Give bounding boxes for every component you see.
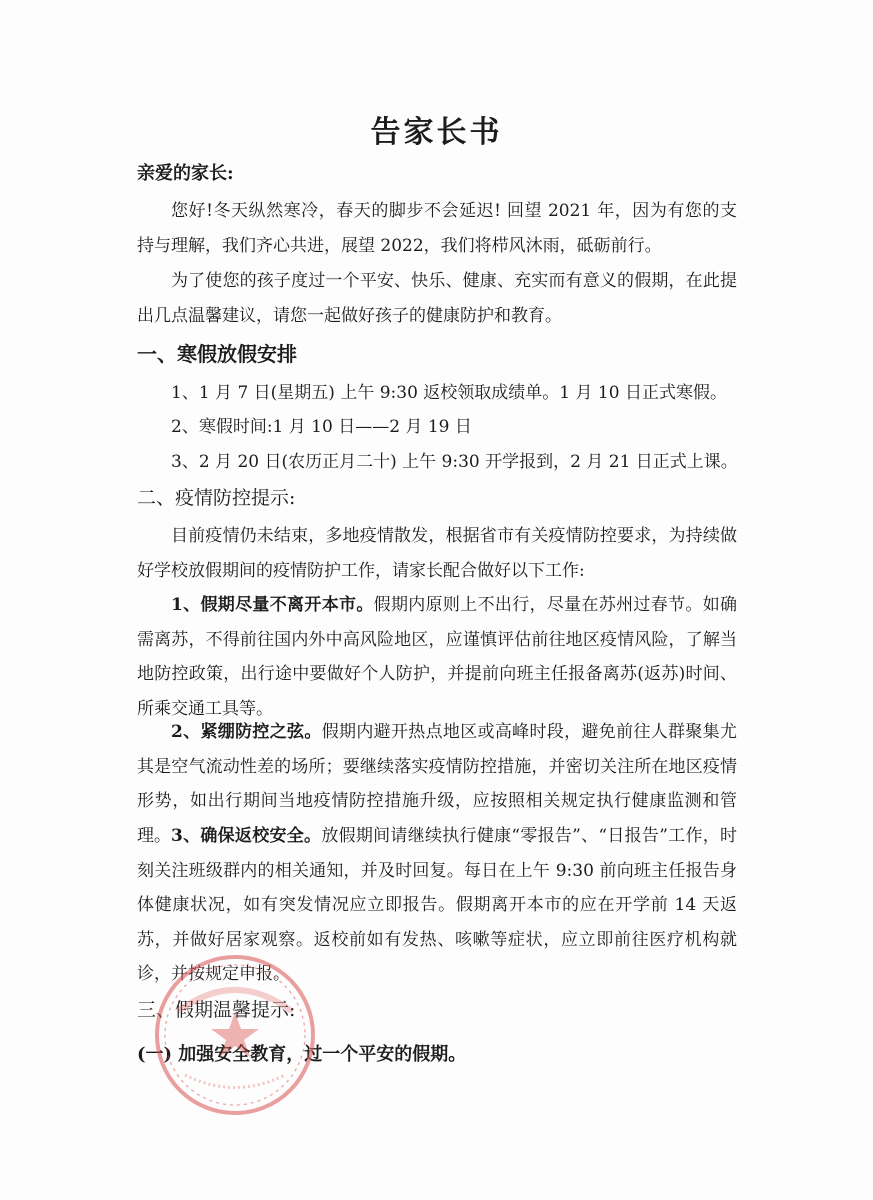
section-2-heading: 二、疫情防控提示: — [137, 487, 296, 509]
epidemic-item-2-lead: 2、紧绷防控之弦。 — [171, 722, 322, 742]
schedule-item-1: 1、1 月 7 日(星期五) 上午 9:30 返校领取成绩单。1 月 10 日正式寒假。 — [171, 383, 727, 403]
section-3-subheading: (一) 加强安全教育，过一个平安的假期。 — [137, 1044, 467, 1065]
epidemic-item-1-lead: 1、假期尽量不离开本市。 — [171, 595, 374, 615]
schedule-item-3: 3、2 月 20 日(农历正月二十) 上午 9:30 开学报到，2 月 21 日正式上课。 — [171, 452, 738, 472]
epidemic-item-3 — [137, 819, 737, 992]
section-3-heading: 三、假期温馨提示: — [137, 999, 296, 1021]
salutation: 亲爱的家长: — [137, 163, 234, 184]
section-2-intro: 目前疫情仍未结束，多地疫情散发，根据省市有关疫情防控要求，为持续做好学校放假期间的疫情防护工作，请家长配合做好以下工作: — [137, 526, 737, 581]
letter-title: 告家长书 — [370, 115, 503, 150]
epidemic-item-3-text: 放假期间请继续执行健康“零报告”、“日报告”工作，时刻关注班级群内的相关通知，并及时回复。每日在上午 9:30 前向班主任报告身体健康状况，如有突发情况应立即报告。假期离开本市的应在开学前 14 天返苏，并做好居家观察。返校前如有发热、咳嗽等症状，应立即前往医疗机构就诊，并按规定申报。 — [137, 826, 737, 984]
epidemic-item-1 — [137, 588, 737, 726]
epidemic-item-3-lead: 3、确保返校安全。 — [171, 826, 322, 846]
section-1-heading: 一、寒假放假安排 — [137, 342, 297, 366]
epidemic-item-2-text: 假期内避开热点地区或高峰时段，避免前往人群聚集尤其是空气流动性差的场所；要继续落实疫情防控措施，并密切关注所在地区疫情形势，如出行期间当地疫情防控措施升级，应按照相关规定执行健康监测和管理。 — [137, 722, 737, 846]
intro-paragraph-2: 为了使您的孩子度过一个平安、快乐、健康、充实而有意义的假期，在此提出几点温馨建议，请您一起做好孩子的健康防护和教育。 — [137, 271, 737, 326]
epidemic-item-1-text: 假期内原则上不出行，尽量在苏州过春节。如确需离苏，不得前往国内外中高风险地区，应谨慎评估前往地区疫情风险，了解当地防控政策，出行途中要做好个人防护，并提前向班主任报备离苏(返苏)时间、所乘交通工具等。 — [137, 595, 738, 719]
intro-paragraph-1: 您好!冬天纵然寒冷，春天的脚步不会延迟! 回望 2021 年，因为有您的支持与理解，我们齐心共进，展望 2022，我们将栉风沐雨，砥砺前行。 — [137, 201, 737, 256]
schedule-item-2: 2、寒假时间:1 月 10 日——2 月 19 日 — [171, 417, 472, 437]
